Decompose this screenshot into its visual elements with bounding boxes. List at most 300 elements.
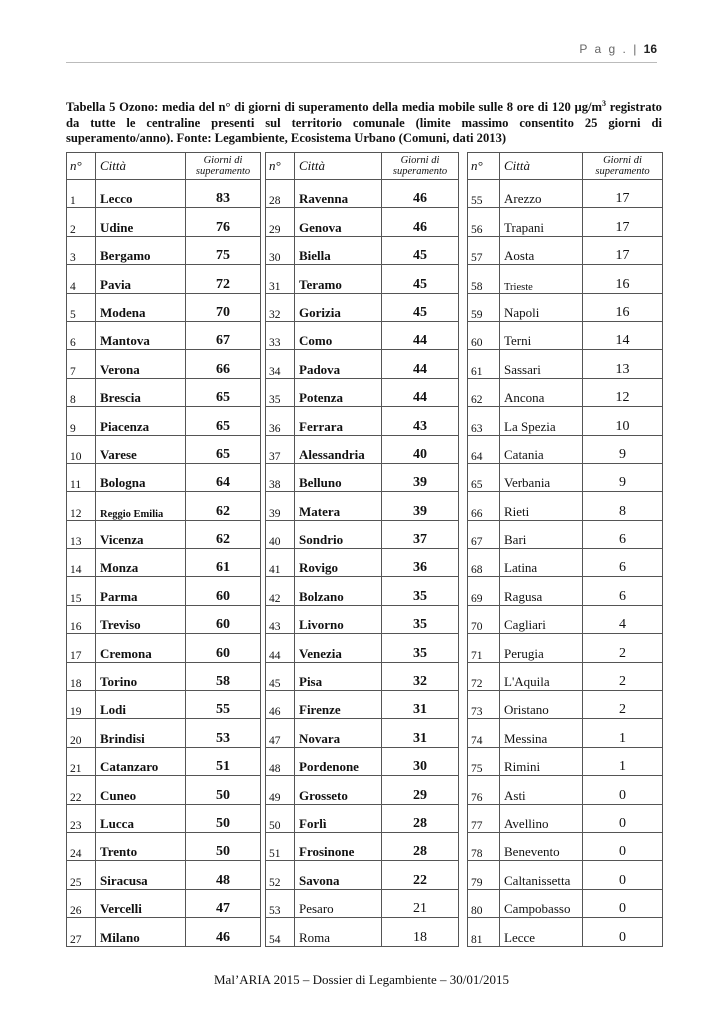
table-row [266,662,459,690]
table-row [266,208,459,236]
days-cell: 70 [186,293,261,321]
table-row [468,378,663,406]
table-row [266,804,459,832]
rank-cell: 17 [67,634,96,662]
city-cell: Catania [500,435,583,463]
days-cell: 45 [382,265,459,293]
rank-cell: 76 [468,776,500,804]
city-cell: Ravenna [295,180,382,208]
caption-text-1: Tabella 5 Ozono: media del n° di giorni di superamento della media mobile sulle 8 ore di 120 µg/m [66,100,603,115]
rank-cell: 42 [266,577,295,605]
rank-cell: 75 [468,747,500,775]
days-cell: 39 [382,492,459,520]
city-cell: Belluno [295,463,382,491]
city-cell: La Spezia [500,407,583,435]
table-caption [66,96,662,147]
city-cell: Como [295,321,382,349]
page-header: P a g . | 16 [579,42,657,56]
days-cell: 61 [186,549,261,577]
days-cell: 66 [186,350,261,378]
table-row [468,492,663,520]
rank-cell: 12 [67,492,96,520]
table-row [67,265,261,293]
city-cell: Arezzo [500,180,583,208]
days-cell: 1 [583,719,663,747]
rank-cell: 71 [468,634,500,662]
header-n: n° [266,153,295,180]
rank-cell: 20 [67,719,96,747]
rank-cell: 35 [266,378,295,406]
city-cell: Campobasso [500,889,583,917]
city-cell: Venezia [295,634,382,662]
table-row [468,407,663,435]
table-row [266,577,459,605]
table-row [266,463,459,491]
header-days [186,153,261,180]
rank-cell: 50 [266,804,295,832]
table-row [67,605,261,633]
rank-cell: 60 [468,321,500,349]
rank-cell: 26 [67,889,96,917]
table-header-row [468,153,663,180]
rank-cell: 8 [67,378,96,406]
table-row [266,236,459,264]
city-cell: Napoli [500,293,583,321]
ozone-table-2 [265,152,459,947]
city-cell: Bergamo [96,236,186,264]
table-row [468,463,663,491]
days-cell: 12 [583,378,663,406]
rank-cell: 18 [67,662,96,690]
table-row [468,549,663,577]
table-row [468,776,663,804]
table-row [67,463,261,491]
days-cell: 21 [382,889,459,917]
days-cell: 17 [583,208,663,236]
table-row [266,918,459,946]
rank-cell: 6 [67,321,96,349]
rank-cell: 39 [266,492,295,520]
days-cell: 67 [186,321,261,349]
days-cell: 51 [186,747,261,775]
days-cell: 65 [186,378,261,406]
table-row [266,861,459,889]
table-row [266,180,459,208]
rank-cell: 22 [67,776,96,804]
rank-cell: 38 [266,463,295,491]
city-cell: Bologna [96,463,186,491]
days-cell: 44 [382,321,459,349]
rank-cell: 64 [468,435,500,463]
days-cell: 36 [382,549,459,577]
city-cell: Treviso [96,605,186,633]
table-row [266,832,459,860]
days-cell: 60 [186,605,261,633]
days-cell: 46 [186,918,261,946]
table-row [67,889,261,917]
header-rule [66,62,657,63]
city-cell: Aosta [500,236,583,264]
ozone-table-1 [66,152,261,947]
table-row [468,236,663,264]
rank-cell: 58 [468,265,500,293]
table-row [468,719,663,747]
city-cell: Livorno [295,605,382,633]
table-row [67,861,261,889]
table-row [468,832,663,860]
table-row [67,691,261,719]
days-cell: 0 [583,776,663,804]
days-cell: 35 [382,577,459,605]
table-row [67,350,261,378]
city-cell: Gorizia [295,293,382,321]
rank-cell: 72 [468,662,500,690]
table-row [266,378,459,406]
city-cell: Grosseto [295,776,382,804]
table-row [266,321,459,349]
table-row [468,577,663,605]
days-cell: 0 [583,918,663,946]
days-cell: 65 [186,407,261,435]
days-cell: 43 [382,407,459,435]
table-row [67,832,261,860]
table-row [67,180,261,208]
rank-cell: 57 [468,236,500,264]
rank-cell: 25 [67,861,96,889]
days-cell: 0 [583,832,663,860]
rank-cell: 70 [468,605,500,633]
days-cell: 40 [382,435,459,463]
city-cell: Modena [96,293,186,321]
city-cell: Piacenza [96,407,186,435]
days-cell: 58 [186,662,261,690]
city-cell: Verona [96,350,186,378]
days-cell: 0 [583,804,663,832]
rank-cell: 46 [266,691,295,719]
rank-cell: 19 [67,691,96,719]
city-cell: Reggio Emilia [96,492,186,520]
table-row [266,265,459,293]
rank-cell: 41 [266,549,295,577]
rank-cell: 55 [468,180,500,208]
city-cell: Parma [96,577,186,605]
city-cell: Pavia [96,265,186,293]
table-row [266,605,459,633]
city-cell: Frosinone [295,832,382,860]
days-cell: 30 [382,747,459,775]
days-cell: 9 [583,435,663,463]
city-cell: Ragusa [500,577,583,605]
table-row [67,634,261,662]
table-row [266,634,459,662]
rank-cell: 59 [468,293,500,321]
days-cell: 14 [583,321,663,349]
ozone-table-3 [467,152,663,947]
table-row [67,804,261,832]
rank-cell: 47 [266,719,295,747]
table-row [468,180,663,208]
table-row [468,293,663,321]
header-city: Città [295,153,382,180]
rank-cell: 51 [266,832,295,860]
table-row [468,605,663,633]
city-cell: Oristano [500,691,583,719]
rank-cell: 73 [468,691,500,719]
table-row [266,776,459,804]
city-cell: Novara [295,719,382,747]
table-row [67,435,261,463]
days-cell: 37 [382,520,459,548]
city-cell: Lecco [96,180,186,208]
table-row [67,549,261,577]
table-row [266,492,459,520]
rank-cell: 80 [468,889,500,917]
days-cell: 44 [382,350,459,378]
days-cell: 62 [186,492,261,520]
table-row [67,776,261,804]
city-cell: Rimini [500,747,583,775]
table-row [266,549,459,577]
city-cell: Cuneo [96,776,186,804]
rank-cell: 49 [266,776,295,804]
table-row [67,719,261,747]
days-cell: 28 [382,804,459,832]
days-cell: 17 [583,236,663,264]
days-cell: 0 [583,889,663,917]
days-cell: 31 [382,691,459,719]
city-cell: Terni [500,321,583,349]
city-cell: Biella [295,236,382,264]
city-cell: Firenze [295,691,382,719]
table-row [468,918,663,946]
city-cell: Monza [96,549,186,577]
days-cell: 45 [382,293,459,321]
days-cell: 6 [583,520,663,548]
city-cell: Matera [295,492,382,520]
days-cell: 60 [186,577,261,605]
header-n: n° [67,153,96,180]
table-row [468,321,663,349]
table-header-row [266,153,459,180]
rank-cell: 52 [266,861,295,889]
city-cell: Cremona [96,634,186,662]
page-number: 16 [643,42,657,56]
city-cell: Brindisi [96,719,186,747]
caption-text-2: registrato da tutte le centraline presenti sul territorio comunale (limite massimo consentito 25 giorni di superamento/anno). Fonte: Legambiente, Ecosistema Urbano (Comuni, dati 2013) [66,100,662,146]
days-cell: 22 [382,861,459,889]
table-row [67,293,261,321]
header-days-line2: superamento [392,166,448,177]
days-cell: 16 [583,265,663,293]
days-cell: 6 [583,549,663,577]
city-cell: Teramo [295,265,382,293]
days-cell: 47 [186,889,261,917]
city-cell: Mantova [96,321,186,349]
city-cell: Pisa [295,662,382,690]
days-cell: 50 [186,832,261,860]
table-row [67,918,261,946]
rank-cell: 36 [266,407,295,435]
city-cell: Lecce [500,918,583,946]
days-cell: 4 [583,605,663,633]
rank-cell: 40 [266,520,295,548]
city-cell: Vercelli [96,889,186,917]
rank-cell: 10 [67,435,96,463]
city-cell: Ancona [500,378,583,406]
city-cell: Avellino [500,804,583,832]
table-row [468,265,663,293]
days-cell: 17 [583,180,663,208]
rank-cell: 54 [266,918,295,946]
rank-cell: 2 [67,208,96,236]
days-cell: 60 [186,634,261,662]
city-cell: Genova [295,208,382,236]
city-cell: Sassari [500,350,583,378]
city-cell: Ferrara [295,407,382,435]
table-row [266,520,459,548]
city-cell: Pordenone [295,747,382,775]
days-cell: 29 [382,776,459,804]
city-cell: Rieti [500,492,583,520]
table-row [67,662,261,690]
table-row [266,435,459,463]
city-cell: Cagliari [500,605,583,633]
city-cell: Trapani [500,208,583,236]
days-cell: 53 [186,719,261,747]
rank-cell: 32 [266,293,295,321]
days-cell: 45 [382,236,459,264]
days-cell: 2 [583,634,663,662]
city-cell: Latina [500,549,583,577]
days-cell: 2 [583,662,663,690]
table-row [468,208,663,236]
days-cell: 50 [186,804,261,832]
city-cell: Caltanissetta [500,861,583,889]
rank-cell: 62 [468,378,500,406]
header-days-line1: Giorni di [603,155,642,166]
rank-cell: 15 [67,577,96,605]
rank-cell: 28 [266,180,295,208]
rank-cell: 61 [468,350,500,378]
header-days-line2: superamento [595,166,650,177]
city-cell: Asti [500,776,583,804]
city-cell: Lodi [96,691,186,719]
days-cell: 0 [583,861,663,889]
city-cell: Rovigo [295,549,382,577]
rank-cell: 3 [67,236,96,264]
rank-cell: 7 [67,350,96,378]
header-days [382,153,459,180]
rank-cell: 65 [468,463,500,491]
city-cell: Padova [295,350,382,378]
days-cell: 46 [382,208,459,236]
days-cell: 62 [186,520,261,548]
table-row [266,691,459,719]
rank-cell: 77 [468,804,500,832]
rank-cell: 81 [468,918,500,946]
rank-cell: 14 [67,549,96,577]
city-cell: Benevento [500,832,583,860]
rank-cell: 11 [67,463,96,491]
table-row [266,747,459,775]
city-cell: Torino [96,662,186,690]
rank-cell: 1 [67,180,96,208]
days-cell: 9 [583,463,663,491]
days-cell: 83 [186,180,261,208]
city-cell: Udine [96,208,186,236]
days-cell: 18 [382,918,459,946]
table-row [468,889,663,917]
table-row [67,577,261,605]
table-row [67,520,261,548]
rank-cell: 78 [468,832,500,860]
rank-cell: 23 [67,804,96,832]
city-cell: Brescia [96,378,186,406]
page-label: P a g . [579,42,628,56]
days-cell: 2 [583,691,663,719]
rank-cell: 66 [468,492,500,520]
city-cell: Varese [96,435,186,463]
rank-cell: 9 [67,407,96,435]
days-cell: 6 [583,577,663,605]
rank-cell: 27 [67,918,96,946]
rank-cell: 31 [266,265,295,293]
rank-cell: 79 [468,861,500,889]
rank-cell: 34 [266,350,295,378]
rank-cell: 4 [67,265,96,293]
days-cell: 65 [186,435,261,463]
city-cell: Catanzaro [96,747,186,775]
table-row [67,208,261,236]
table-row [266,407,459,435]
rank-cell: 63 [468,407,500,435]
table-row [266,293,459,321]
table-row [67,378,261,406]
rank-cell: 37 [266,435,295,463]
table-row [266,889,459,917]
city-cell: Sondrio [295,520,382,548]
header-days-line1: Giorni di [400,155,440,166]
page-footer: Mal’ARIA 2015 – Dossier di Legambiente – 30/01/2015 [214,972,509,987]
city-cell: Savona [295,861,382,889]
table-row [67,407,261,435]
city-cell: Alessandria [295,435,382,463]
table-row [468,634,663,662]
days-cell: 72 [186,265,261,293]
table-row [468,747,663,775]
days-cell: 55 [186,691,261,719]
days-cell: 39 [382,463,459,491]
city-cell: Messina [500,719,583,747]
city-cell: Pesaro [295,889,382,917]
rank-cell: 24 [67,832,96,860]
rank-cell: 5 [67,293,96,321]
city-cell: Milano [96,918,186,946]
city-cell: Trento [96,832,186,860]
days-cell: 35 [382,634,459,662]
days-cell: 48 [186,861,261,889]
rank-cell: 16 [67,605,96,633]
table-row [266,719,459,747]
days-cell: 35 [382,605,459,633]
city-cell: Bolzano [295,577,382,605]
table-row [468,804,663,832]
days-cell: 50 [186,776,261,804]
rank-cell: 29 [266,208,295,236]
city-cell: Lucca [96,804,186,832]
city-cell: Forlì [295,804,382,832]
rank-cell: 68 [468,549,500,577]
